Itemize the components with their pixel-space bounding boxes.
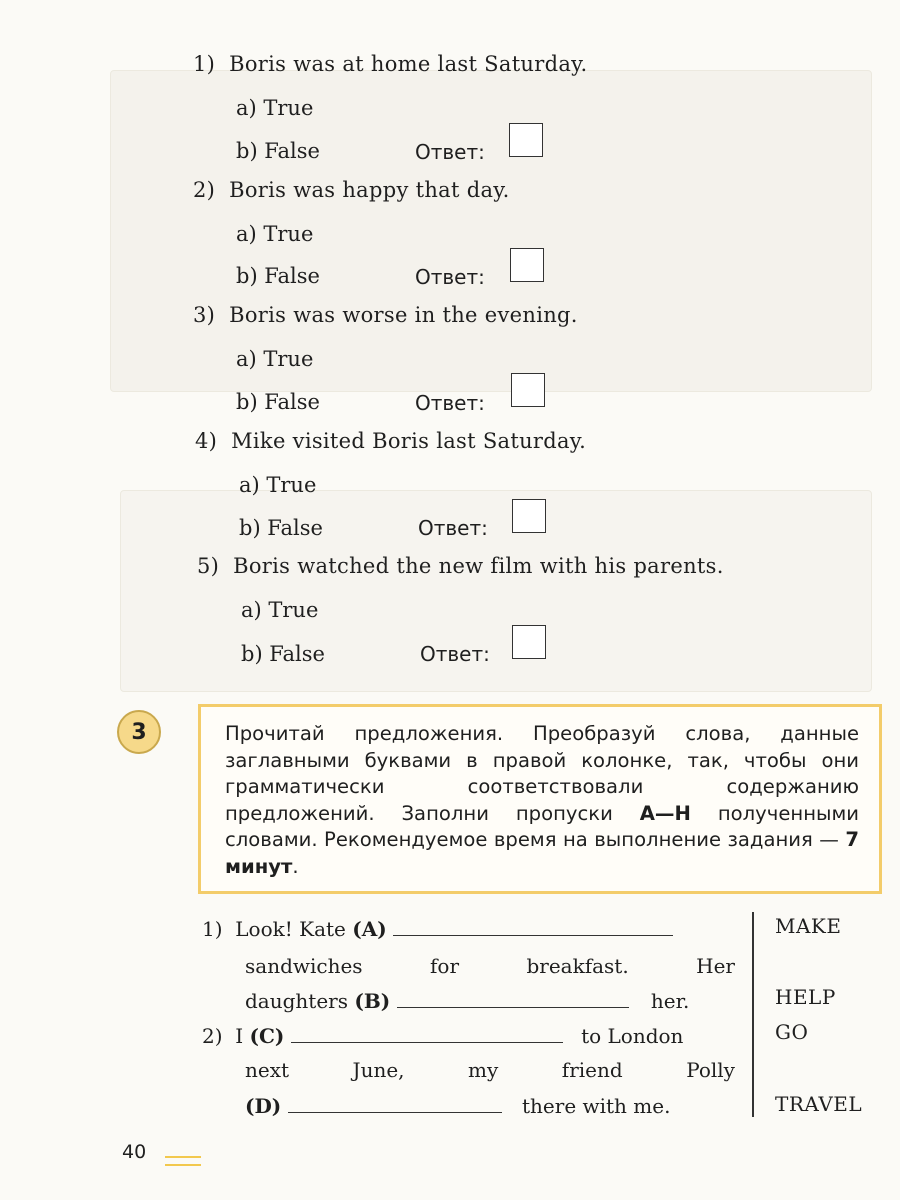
page-number-decoration	[165, 1156, 201, 1158]
instruction-text: Прочитай предложения. Преобразуй слова, данные заглавными буквами в правой колонке, так, чтобы они грамматически соответствовали содержанию предложений. Заполни пропуски	[225, 722, 859, 825]
word-make: MAKE	[775, 914, 842, 938]
gap-b-input[interactable]	[397, 1006, 629, 1008]
word-help: HELP	[775, 985, 836, 1009]
question-5: 5) Boris watched the new film with his parents.	[197, 554, 724, 578]
task-instruction-box	[198, 704, 882, 894]
question-1-option-a[interactable]: a) True	[236, 96, 314, 120]
answer-label: Ответ:	[418, 516, 488, 540]
exercise-1-line-1: 1) Look! Kate (A)	[202, 917, 673, 941]
gap-c-input[interactable]	[291, 1041, 563, 1043]
exercise-1-line-2: sandwiches for breakfast. Her	[245, 954, 735, 978]
instruction-bold-time: 7 минут	[225, 828, 859, 878]
answer-box-1[interactable]	[509, 123, 543, 157]
question-5-option-b[interactable]: b) False	[241, 642, 325, 666]
question-4: 4) Mike visited Boris last Saturday.	[195, 429, 587, 453]
word-go: GO	[775, 1020, 809, 1044]
gap-a-input[interactable]	[393, 934, 673, 936]
answer-label: Ответ:	[415, 140, 485, 164]
answer-box-5[interactable]	[512, 625, 546, 659]
column-divider	[752, 912, 754, 1117]
question-2-option-a[interactable]: a) True	[236, 222, 314, 246]
bleed-through-area	[120, 490, 872, 692]
question-2: 2) Boris was happy that day.	[193, 178, 510, 202]
question-4-option-b[interactable]: b) False	[239, 516, 323, 540]
question-1-option-b[interactable]: b) False	[236, 139, 320, 163]
answer-label: Ответ:	[415, 265, 485, 289]
instruction-text: .	[292, 854, 299, 878]
bleed-through-area	[110, 70, 872, 392]
question-5-option-a[interactable]: a) True	[241, 598, 319, 622]
question-4-option-a[interactable]: a) True	[239, 473, 317, 497]
question-1: 1) Boris was at home last Saturday.	[193, 52, 588, 76]
gap-d-input[interactable]	[288, 1111, 502, 1113]
answer-box-4[interactable]	[512, 499, 546, 533]
question-3-option-a[interactable]: a) True	[236, 347, 314, 371]
task-number-badge: 3	[117, 710, 161, 754]
instruction-text: полученными словами. Рекомендуемое время на выполнение задания —	[225, 801, 859, 851]
word-travel: TRAVEL	[775, 1092, 863, 1116]
exercise-2-line-1: 2) I (C) to London	[202, 1024, 684, 1048]
answer-box-3[interactable]	[511, 373, 545, 407]
exercise-2-line-3: (D) there with me.	[245, 1094, 671, 1118]
page-number-decoration	[165, 1164, 201, 1166]
answer-label: Ответ:	[420, 642, 490, 666]
exercise-2-line-2: next June, my friend Polly	[245, 1058, 735, 1082]
question-2-option-b[interactable]: b) False	[236, 264, 320, 288]
page-number: 40	[122, 1141, 147, 1163]
question-3-option-b[interactable]: b) False	[236, 390, 320, 414]
answer-label: Ответ:	[415, 391, 485, 415]
exercise-1-line-3: daughters (B) her.	[245, 989, 690, 1013]
question-3: 3) Boris was worse in the evening.	[193, 303, 578, 327]
answer-box-2[interactable]	[510, 248, 544, 282]
instruction-bold-gaps: A—H	[639, 801, 691, 825]
